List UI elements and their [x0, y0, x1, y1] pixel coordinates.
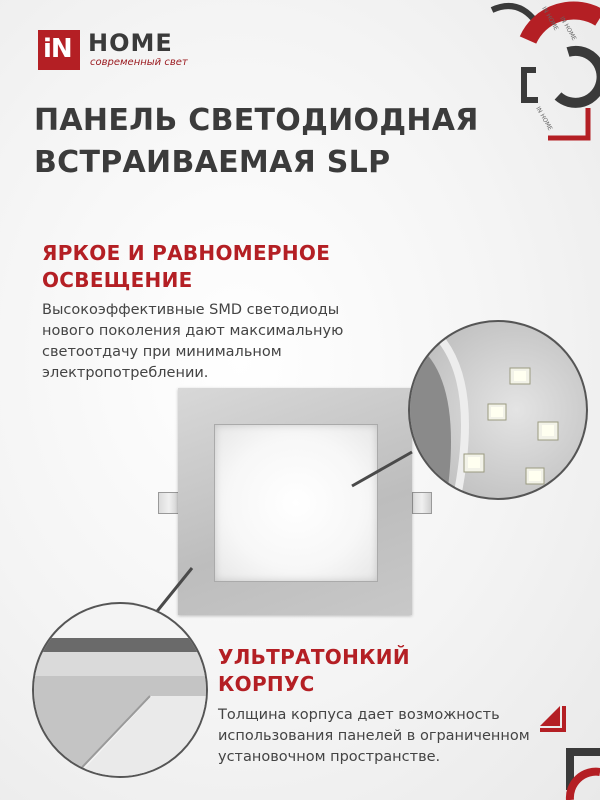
feature-heading-slim — [218, 644, 518, 698]
feature-heading-line: КОРПУС — [218, 672, 315, 696]
feature-text-line: электропотреблении. — [42, 365, 209, 381]
feature-text-line: установочном пространстве. — [218, 749, 441, 765]
feature-heading-line: ОСВЕЩЕНИЕ — [42, 268, 193, 292]
led-chip — [488, 404, 506, 420]
logo-tagline: современный свет — [90, 57, 188, 68]
feature-text-line: нового поколения дают максимальную — [42, 323, 344, 339]
callout-line-leds — [352, 452, 412, 486]
decor-brand-text-1: IN HOME — [540, 5, 560, 32]
zoom-circle-edge — [30, 600, 210, 780]
decor-brand-text-3: IN HOME — [534, 105, 554, 132]
decor-triangle-red — [540, 706, 560, 726]
feature-text-line: светоотдачу при минимальном — [42, 344, 282, 360]
feature-text-line: использования панелей в ограниченном — [218, 728, 530, 744]
feature-heading-line: ЯРКОЕ И РАВНОМЕРНОЕ — [42, 241, 331, 265]
title-line-1: ПАНЕЛЬ СВЕТОДИОДНАЯ — [34, 103, 479, 138]
led-chip — [526, 468, 544, 484]
decor-brand-text-2: IN HOME — [558, 15, 578, 42]
title-line-2: ВСТРАИВАЕМАЯ SLP — [34, 145, 391, 180]
led-chip — [538, 422, 558, 440]
logo-home-text: HOME — [88, 29, 173, 57]
decor-arc-red — [570, 772, 600, 800]
led-chip — [464, 454, 484, 472]
feature-heading-line: УЛЬТРАТОНКИЙ — [218, 645, 410, 669]
zoom-circle-leds — [406, 318, 590, 502]
led-chip — [510, 368, 530, 384]
feature-text-line: Толщина корпуса дает возможность — [218, 707, 500, 723]
logo-in-text: iN — [43, 34, 72, 64]
feature-text-slim — [218, 705, 558, 768]
decor-bottom-right — [530, 690, 600, 800]
feature-text-line: Высокоэффективные SMD светодиоды — [42, 302, 340, 318]
